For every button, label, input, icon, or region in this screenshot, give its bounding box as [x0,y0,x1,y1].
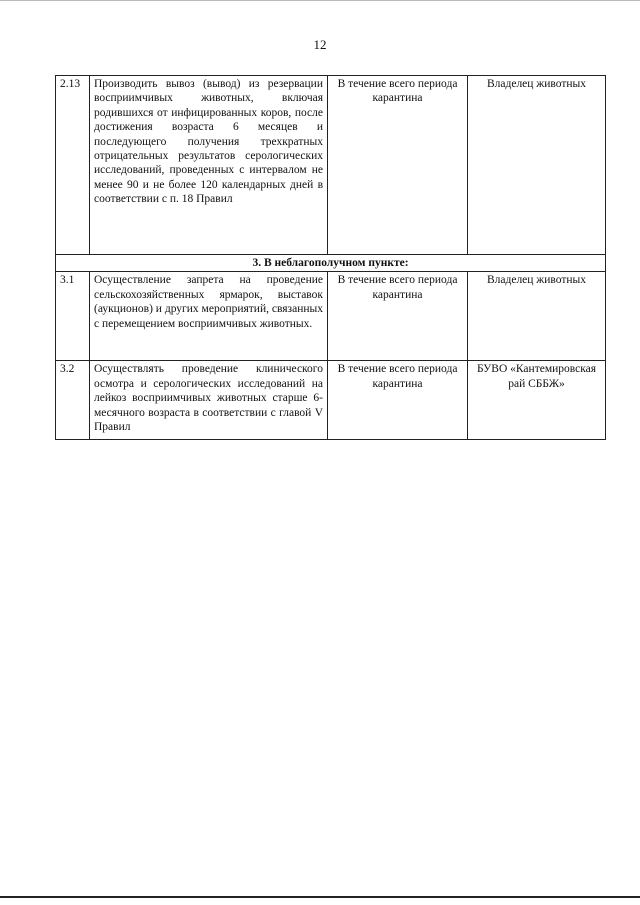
row-term: В течение всего периода карантина [328,76,468,255]
row-number: 3.2 [56,361,90,440]
scan-bottom-edge [0,896,640,898]
table-row [56,361,606,440]
row-action: Осуществление запрета на проведение сельскохозяйственных ярмарок, выставок (аукционов) и других мероприятий, связанных с перемещением восприимчивых животных. [90,272,328,361]
row-responsible: Владелец животных [468,76,606,255]
section-heading: 3. В неблагополучном пункте: [56,255,606,272]
section-heading-row [56,255,606,272]
measures-table [55,75,606,440]
table-row [56,272,606,361]
row-number: 2.13 [56,76,90,255]
scan-top-edge [0,0,640,1]
row-action: Осуществлять проведение клинического осмотра и серологических исследований на лейкоз восприимчивых животных старше 6-месячного возраста в соответствии с главой V Правил [90,361,328,440]
row-responsible: Владелец животных [468,272,606,361]
row-term: В течение всего периода карантина [328,272,468,361]
page-number: 12 [313,37,327,52]
table-row [56,76,606,255]
row-number: 3.1 [56,272,90,361]
row-term: В течение всего периода карантина [328,361,468,440]
row-action: Производить вывоз (вывод) из резервации восприимчивых животных, включая родившихся от инфицированных коров, после достижения возраста 6 месяцев и последующего получения трехкратных отрицательных результатов серологических исследований, проведенных с интервалом не менее 90 и не более 120 календарных дней в соответствии с п. 18 Правил [90,76,328,255]
row-responsible: БУВО «Кантемировская рай СББЖ» [468,361,606,440]
